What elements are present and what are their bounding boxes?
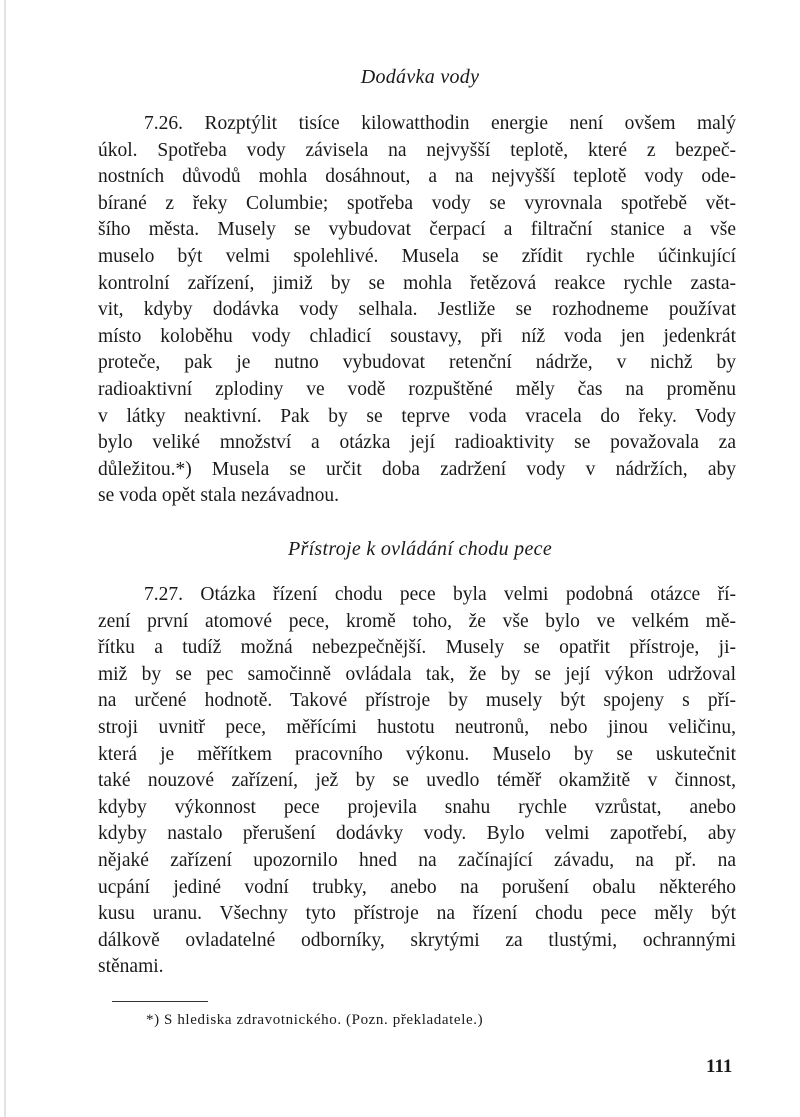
text-line: dálkově ovladatelné odborníky, skrytými za tlustými, ochrannými <box>98 929 736 951</box>
text-line: bírané z řeky Columbie; spotřeba vody se vyrovnala spotřebě vět- <box>98 192 736 214</box>
text-line: kdyby nastalo přerušení dodávky vody. Bylo velmi zapotřebí, aby <box>98 823 736 845</box>
text-line: proteče, pak je nutno vybudovat retenční nádrže, v nichž by <box>98 352 736 374</box>
text-line: řítku a tudíž možná nebezpečnější. Musely se opatřit přístroje, ji- <box>98 637 736 659</box>
text-line: 7.26. Rozptýlit tisíce kilowatthodin energie není ovšem malý <box>144 113 736 134</box>
section-heading-water-supply: Dodávka vody <box>360 66 480 88</box>
text-line: bylo veliké množství a otázka její radioaktivity se považovala za <box>98 432 736 454</box>
text-line: kdyby výkonnost pece projevila snahu rychle vzrůstat, anebo <box>98 796 736 818</box>
text-line: kusu uranu. Všechny tyto přístroje na řízení chodu pece měly být <box>98 903 736 925</box>
page-number: 111 <box>706 1056 733 1077</box>
text-line: ucpání jediné vodní trubky, anebo na porušení obalu některého <box>98 876 736 898</box>
footnote-divider <box>112 1001 208 1002</box>
text-line: šího města. Musely se vybudovat čerpací a filtrační stanice a vše <box>98 219 736 241</box>
text-line: zení první atomové pece, kromě toho, že vše bylo ve velkém mě- <box>98 610 736 632</box>
text-line: důležitou.*) Musela se určit doba zadržení vody v nádržích, aby <box>98 458 736 480</box>
text-line: v látky neaktivní. Pak by se teprve voda vracela do řeky. Vody <box>98 405 736 427</box>
text-line: stěnami. <box>98 956 164 978</box>
text-line: se voda opět stala nezávadnou. <box>98 485 339 507</box>
paragraph-7-26 <box>98 111 736 510</box>
text-line: místo koloběhu vody chladicí soustavy, při níž voda jen jedenkrát <box>98 325 736 347</box>
text-line: úkol. Spotřeba vody závisela na nejvyšší teplotě, které z bezpeč- <box>98 139 736 161</box>
text-line: nostních důvodů mohla dosáhnout, a na nejvyšší teplotě vody ode- <box>98 166 736 188</box>
paragraph-7-27 <box>98 582 736 981</box>
footnote: *) S hlediska zdravotnického. (Pozn. překladatele.) <box>146 1012 484 1028</box>
text-line: na určené hodnotě. Takové přístroje by musely být spojeny s pří- <box>98 690 736 712</box>
section-heading-reactor-controls: Přístroje k ovládání chodu pece <box>287 538 553 560</box>
text-line: muselo být velmi spolehlivé. Musela se zřídit rychle účinkující <box>98 245 736 267</box>
text-line: vit, kdyby dodávka vody selhala. Jestliže se rozhodneme používat <box>98 299 736 321</box>
text-line: kontrolní zařízení, jimiž by se mohla řetězová reakce rychle zasta- <box>98 272 736 294</box>
text-line: stroji uvnitř pece, měřícími hustotu neutronů, nebo jinou veličinu, <box>98 716 736 738</box>
text-line: radioaktivní zplodiny ve vodě rozpuštěné měly čas na proměnu <box>98 378 736 400</box>
text-line: 7.27. Otázka řízení chodu pece byla velmi podobná otázce ří- <box>144 584 736 605</box>
text-line: také nouzové zařízení, jež by se uvedlo téměř okamžitě v činnost, <box>98 770 736 792</box>
text-line: která je měřítkem pracovního výkonu. Muselo by se uskutečnit <box>98 743 736 765</box>
text-line: nějaké zařízení upozornilo hned na začínající závadu, na př. na <box>98 849 736 871</box>
text-line: miž by se pec samočinně ovládala tak, že by se její výkon udržoval <box>98 663 736 685</box>
